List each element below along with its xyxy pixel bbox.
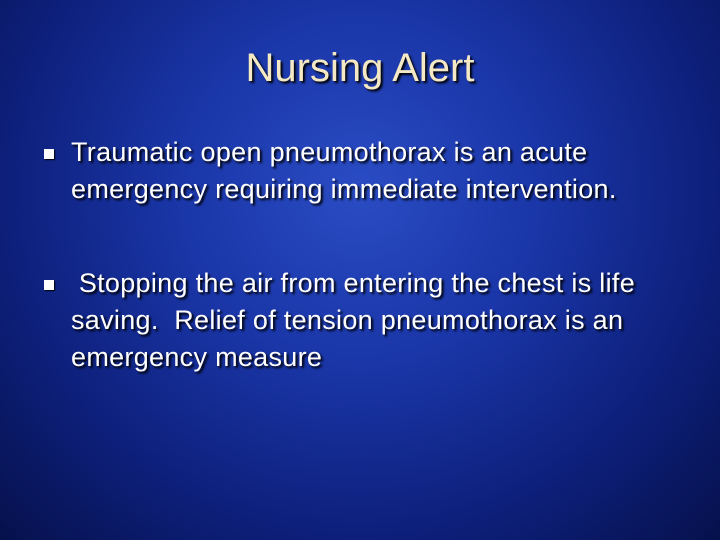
square-bullet-icon xyxy=(44,149,54,159)
square-bullet-icon xyxy=(44,280,54,290)
bullet-text: Stopping the air from entering the chest is life saving. Relief of tension pneumothorax is an emergency measure xyxy=(71,268,643,372)
bullet-text: Traumatic open pneumothorax is an acute emergency requiring immediate intervention. xyxy=(71,137,617,204)
bullet-list xyxy=(44,134,684,376)
bullet-item xyxy=(44,134,684,208)
bullet-item xyxy=(44,265,684,376)
slide-title: Nursing Alert xyxy=(245,46,475,90)
